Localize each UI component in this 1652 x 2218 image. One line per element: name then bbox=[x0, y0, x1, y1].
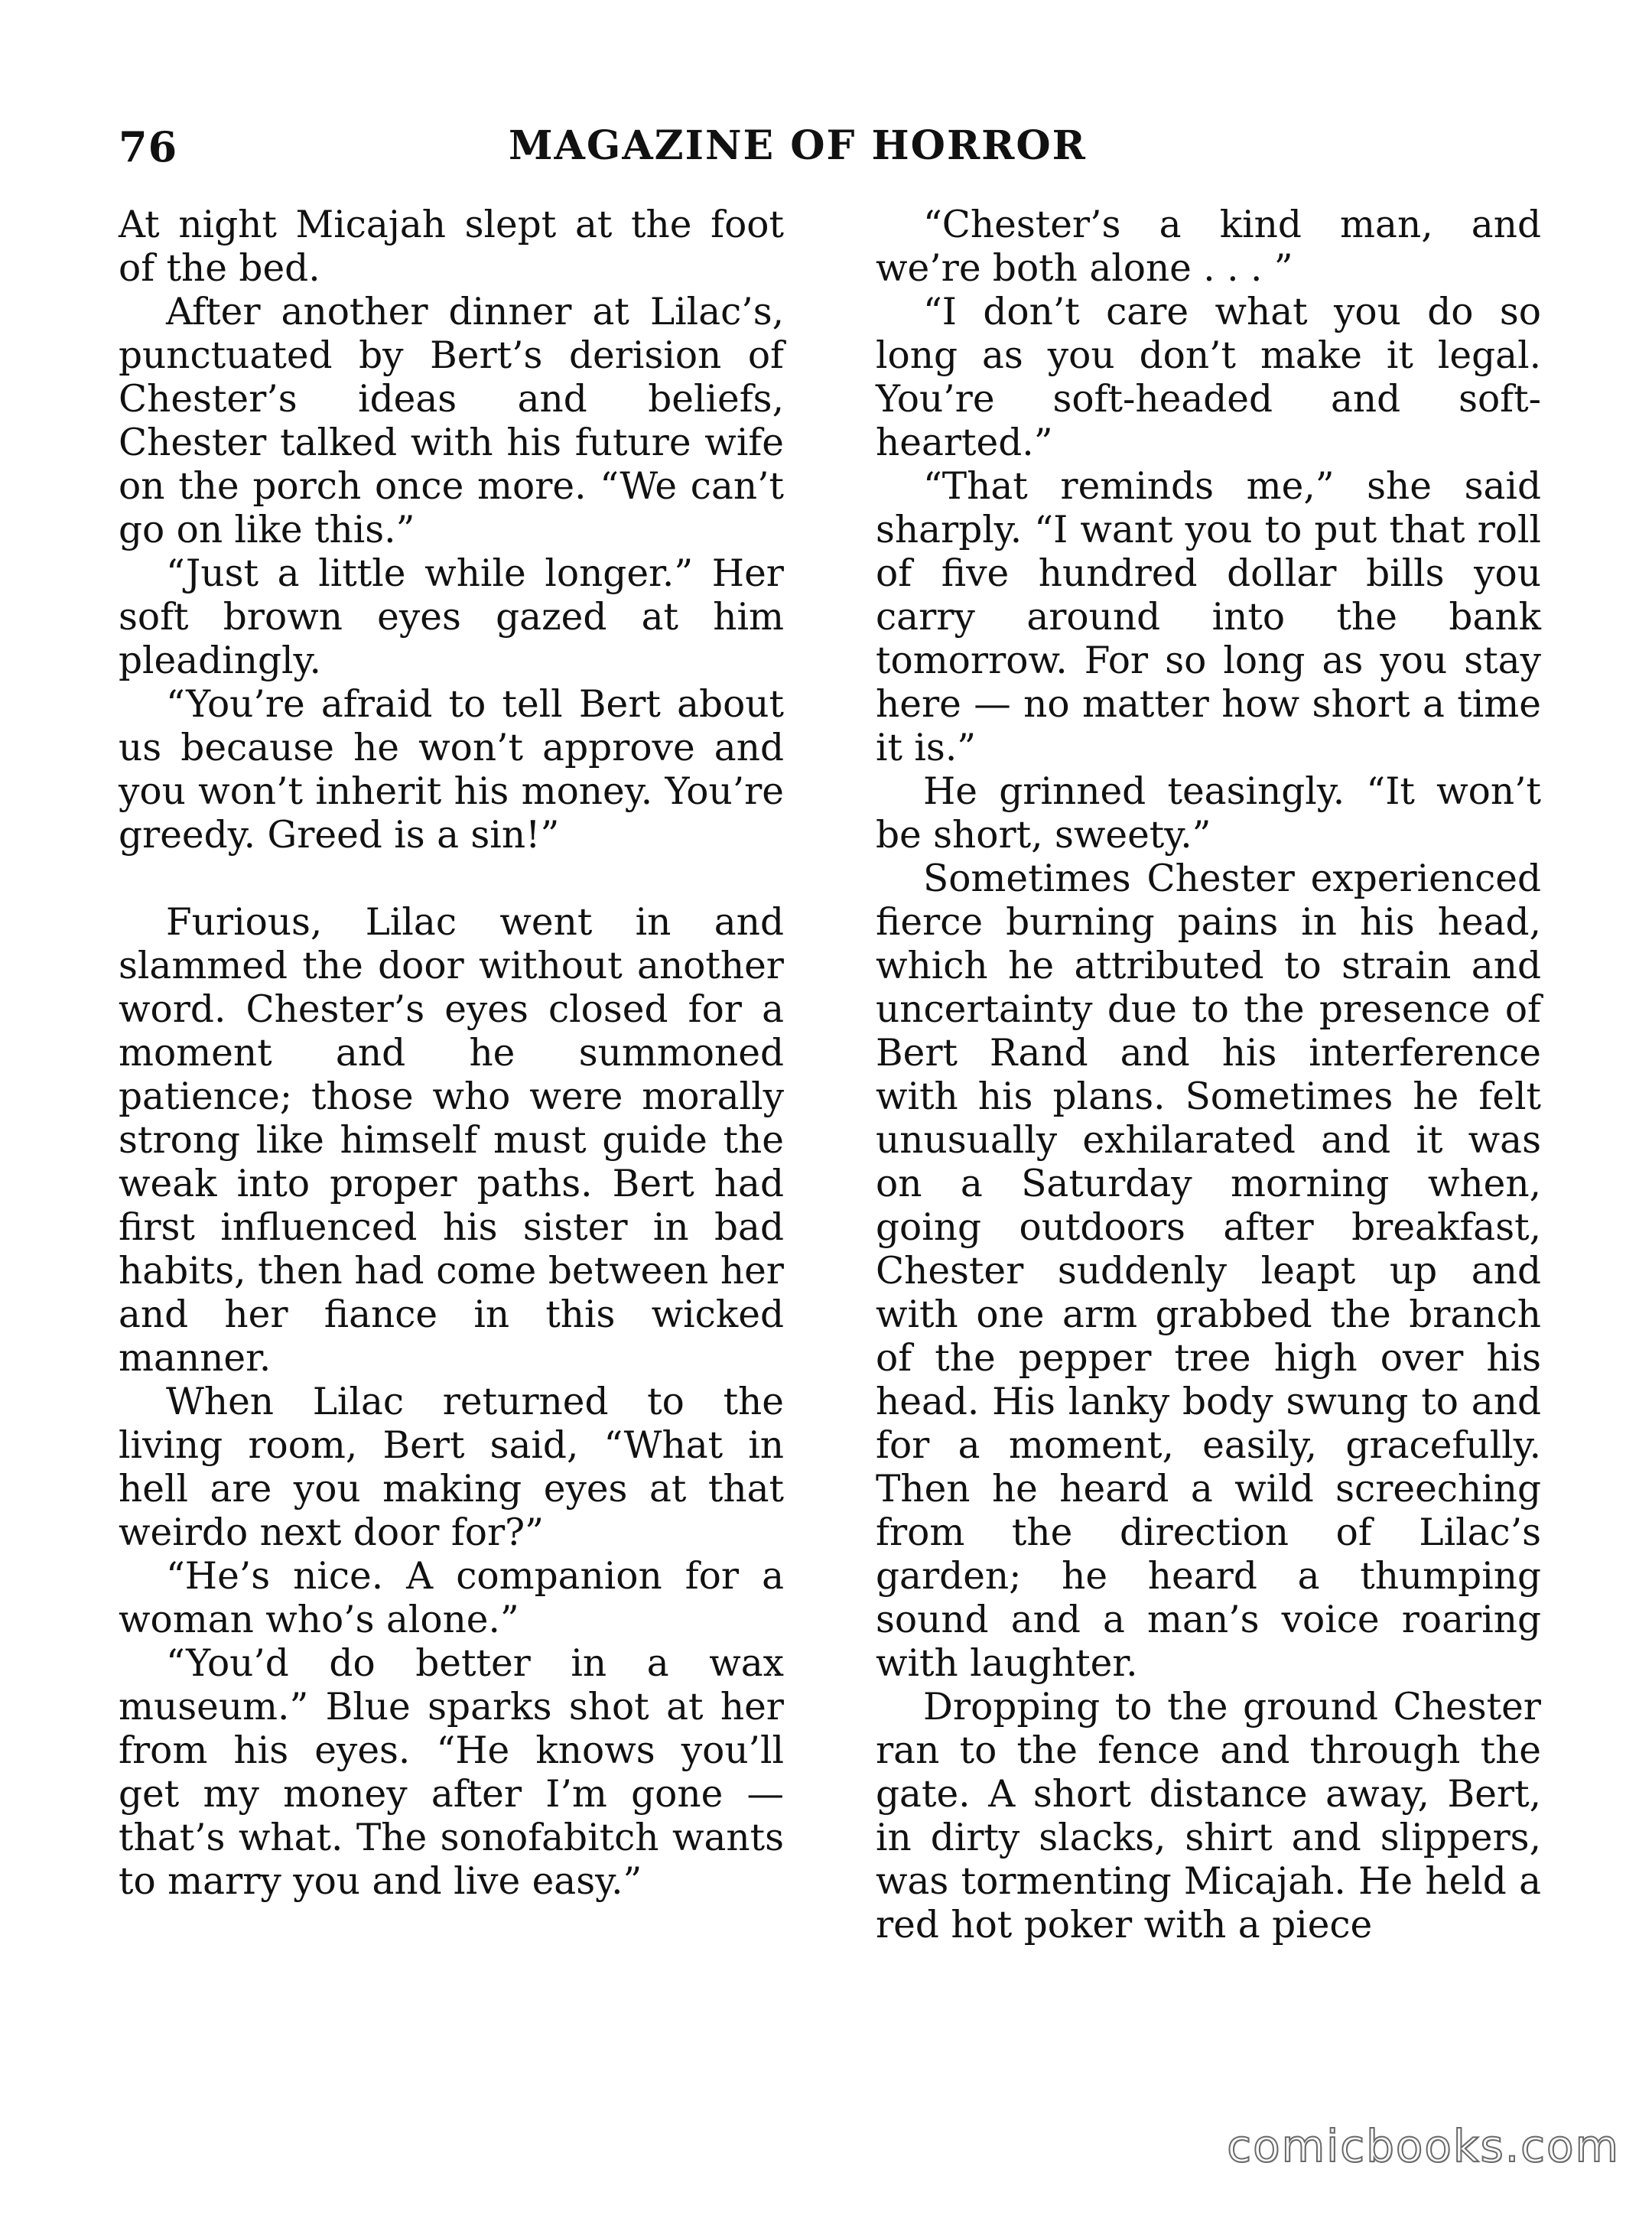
paragraph: “He’s nice. A companion for a woman who’s alone.” bbox=[119, 1555, 784, 1641]
paragraph: Sometimes Chester experienced fierce burning pains in his head, which he attributed to strain and uncertainty due to the presence of Bert Rand and his interference with his plans. Sometimes he felt unusually exhilarated and it was on a Saturday morning when, going outdoors after breakfast, Chester suddenly leapt up and with one arm grabbed the branch of the pepper tree high over his head. His lanky body swung to and for a moment, easily, gracefully. Then he heard a wild screeching from the direction of Lilac’s garden; he heard a thumping sound and a man’s voice roaring with laughter. bbox=[876, 857, 1541, 1685]
right-column bbox=[876, 203, 1541, 1947]
paragraph: Dropping to the ground Chester ran to the fence and through the gate. A short distance away, Bert, in dirty slacks, shirt and slippers, was tormenting Micajah. He held a red hot poker with a piece bbox=[876, 1686, 1541, 1946]
paragraph: “You’d do better in a wax museum.” Blue sparks shot at her from his eyes. “He knows you’ll get my money after I’m gone — that’s what. The sonofabitch wants to marry you and live easy.” bbox=[119, 1642, 784, 1903]
paragraph: After another dinner at Lilac’s, punctuated by Bert’s derision of Chester’s ideas and beliefs, Chester talked with his future wife on the porch once more. “We can’t go on like this.” bbox=[119, 291, 784, 551]
paragraph: He grinned teasingly. “It won’t be short, sweety.” bbox=[876, 770, 1541, 857]
page-header bbox=[119, 122, 1549, 184]
paragraph: “You’re afraid to tell Bert about us because he won’t approve and you won’t inherit his money. You’re greedy. Greed is a sin!” bbox=[119, 683, 784, 857]
paragraph: At night Micajah slept at the foot of the bed. bbox=[119, 203, 784, 290]
paragraph: “Chester’s a kind man, and we’re both alone . . . ” bbox=[876, 203, 1541, 290]
watermark: comicbooks.com bbox=[1227, 2120, 1620, 2172]
paragraph: Furious, Lilac went in and slammed the door without another word. Chester’s eyes closed for a moment and he summoned patience; those who were morally strong like himself must guide the weak into proper paths. Bert had first influenced his sister in bad habits, then had come between her and her fiance in this wicked manner. bbox=[119, 901, 784, 1380]
left-column bbox=[119, 203, 784, 1904]
paragraph: “I don’t care what you do so long as you don’t make it legal. You’re soft-headed and soft-hearted.” bbox=[876, 291, 1541, 464]
paragraph: “That reminds me,” she said sharply. “I want you to put that roll of five hundred dollar bills you carry around into the bank tomorrow. For so long as you stay here — no matter how short a time it is.” bbox=[876, 465, 1541, 769]
magazine-title: MAGAZINE OF HORROR bbox=[509, 122, 1087, 169]
page-number: 76 bbox=[119, 122, 178, 171]
paragraph: “Just a little while longer.” Her soft brown eyes gazed at him pleadingly. bbox=[119, 552, 784, 682]
paragraph: When Lilac returned to the living room, Bert said, “What in hell are you making eyes at that weirdo next door for?” bbox=[119, 1381, 784, 1554]
